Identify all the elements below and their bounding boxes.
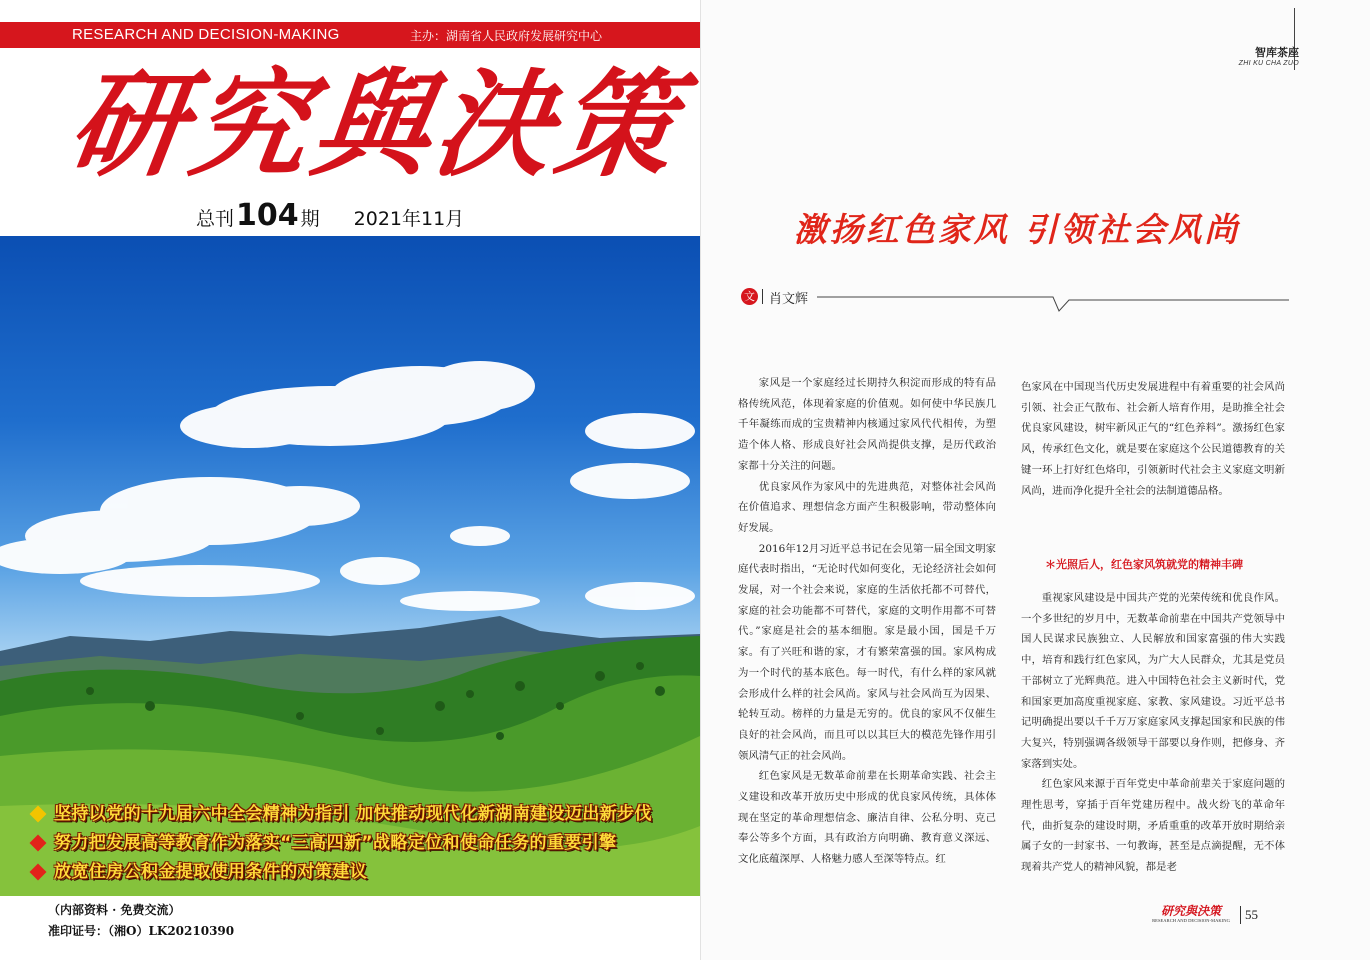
article-subheading: ＊光照后人，红色家风筑就党的精神丰碑	[1045, 558, 1243, 571]
cover-sponsor: 主办：湖南省人民政府发展研究中心	[410, 29, 603, 43]
cover-permit-number: 准印证号：（湘O）LK20210390	[48, 924, 235, 938]
diamond-bullet-icon	[30, 864, 47, 881]
column-name-english: ZHI KU CHA ZUO	[1238, 60, 1299, 67]
issue-number: 104	[236, 198, 299, 233]
cover-footer	[48, 900, 234, 942]
cover-footer-note: （内部资料 · 免费交流）	[48, 903, 181, 917]
column-tag	[1211, 44, 1299, 67]
article-column-left	[738, 373, 996, 870]
article-paragraph: 优良家风作为家风中的先进典范，对整体社会风尚在价值追求、理想信念方面产生积极影响，带动整体向好发展。	[738, 480, 996, 534]
article-paragraph: 红色家风来源于百年党史中革命前辈关于家庭问题的理性思考，穿插于百年党建历程中。战火纷飞的革命年代，曲折复杂的建设时期，矛盾重重的改革开放时期给亲属子女的一封家书、一句教诲，甚至是点滴提醒，无不体现着共产党人的精神风貌，都是老	[1021, 778, 1285, 874]
landscape-illustration	[0, 236, 700, 896]
article-paragraph: 重视家风建设是中国共产党的光荣传统和优良作风。一个多世纪的岁月中，无数革命前辈在中国共产党领导中国人民谋求民族独立、人民解放和国家富强的伟大实践中，培育和践行红色家风，为广大人民群众，尤其是党员干部树立了光辉典范。进入中国特色社会主义新时代，党和国家更加高度重视家庭、家教、家风建设。习近平总书记明确提出要以千千万万家庭家风支撑起国家和民族的伟大复兴，特别强调各级领导干部要以身作则，把修身、齐家落到实处。	[1021, 592, 1285, 770]
byline-rule	[741, 288, 1289, 318]
cover-masthead: 研究與決策	[60, 57, 690, 193]
author-name: 肖文辉	[769, 292, 809, 307]
cover-headlines	[30, 800, 690, 887]
cover-headline: 放宽住房公积金提取使用条件的对策建议	[30, 858, 690, 887]
byline-mark-icon: 文	[741, 288, 758, 305]
article-paragraph: 红色家风是无数革命前辈在长期革命实践、社会主义建设和改革开放历史中形成的优良家风传统，具体体现在坚定的革命理想信念、廉洁自律、公私分明、克己奉公等多个方面，具有政治方向明确、教育意义深远、文化底蕴深厚、人格魅力感人至深等特点。红	[738, 770, 996, 866]
cover-headline: 努力把发展高等教育作为落实“三高四新”战略定位和使命任务的重要引擎	[30, 829, 690, 858]
issue-prefix: 总刊	[196, 208, 235, 230]
issue-date: 2021年11月	[353, 208, 465, 230]
diamond-bullet-icon	[30, 835, 47, 852]
cover-landscape-photo	[0, 236, 700, 896]
cover-english-title: RESEARCH AND DECISION-MAKING	[72, 26, 340, 43]
footer-logo: 研究與決策	[1160, 904, 1221, 918]
article-paragraph: 色家风在中国现当代历史发展进程中有着重要的社会风尚引领、社会正气散布、社会新人培育作用，是助推全社会优良家风建设，树牢新风正气的“红色养料”。激扬红色家风，传承红色文化，就是要在家庭这个公民道德教育的关键一环上打好红色烙印，引领新时代社会主义家庭文明新风尚，进而净化提升全社会的法制道德品格。	[1021, 381, 1285, 497]
page-number: 55	[1245, 907, 1258, 922]
article-column-right-bottom	[1021, 588, 1285, 878]
cover-headline: 坚持以党的十九届六中全会精神为指引 加快推动现代化新湖南建设迈出新步伐	[30, 800, 690, 829]
footer-divider	[1240, 906, 1241, 924]
diamond-bullet-icon	[30, 806, 47, 823]
cover-issue-info	[196, 198, 464, 233]
column-name: 智库茶座	[1255, 46, 1299, 59]
issue-suffix: 期	[300, 208, 320, 230]
byline	[741, 288, 1289, 318]
article-paragraph: 2016年12月习近平总书记在会见第一届全国文明家庭代表时指出，“无论时代如何变化，无论经济社会如何发展，对一个社会来说，家庭的生活依托都不可替代，家庭的社会功能都不可替代，家庭的文明作用都不可替代。”家庭是社会的基本细胞。家是最小国，国是千万家。有了兴旺和谐的家，才有繁荣富强的国。家风构成为一个时代的基本底色。每一时代，有什么样的家风就会形成什么样的社会风尚。家风与社会风尚互为因果、轮转互动。榜样的力量是无穷的。优良的家风不仅催生良好的社会风尚，而且可以以其巨大的模范先锋作用引领风清气正的社会风尚。	[738, 542, 996, 762]
article-title: 激扬红色家风 引领社会风尚	[793, 210, 1241, 249]
article-page	[701, 0, 1370, 960]
article-paragraph: 家风是一个家庭经过长期持久积淀而形成的特有品格传统风范，体现着家庭的价值观。如何使中华民族几千年凝练而成的宝贵精神内核通过家风代代相传，为塑造个体人格、形成良好社会风尚提供支撑，是历代政治家都十分关注的问题。	[738, 377, 996, 472]
cover-top-bar	[0, 22, 700, 48]
article-column-right-top	[1021, 377, 1285, 501]
footer-logo-english: RESEARCH AND DECISION-MAKING	[1152, 918, 1230, 923]
